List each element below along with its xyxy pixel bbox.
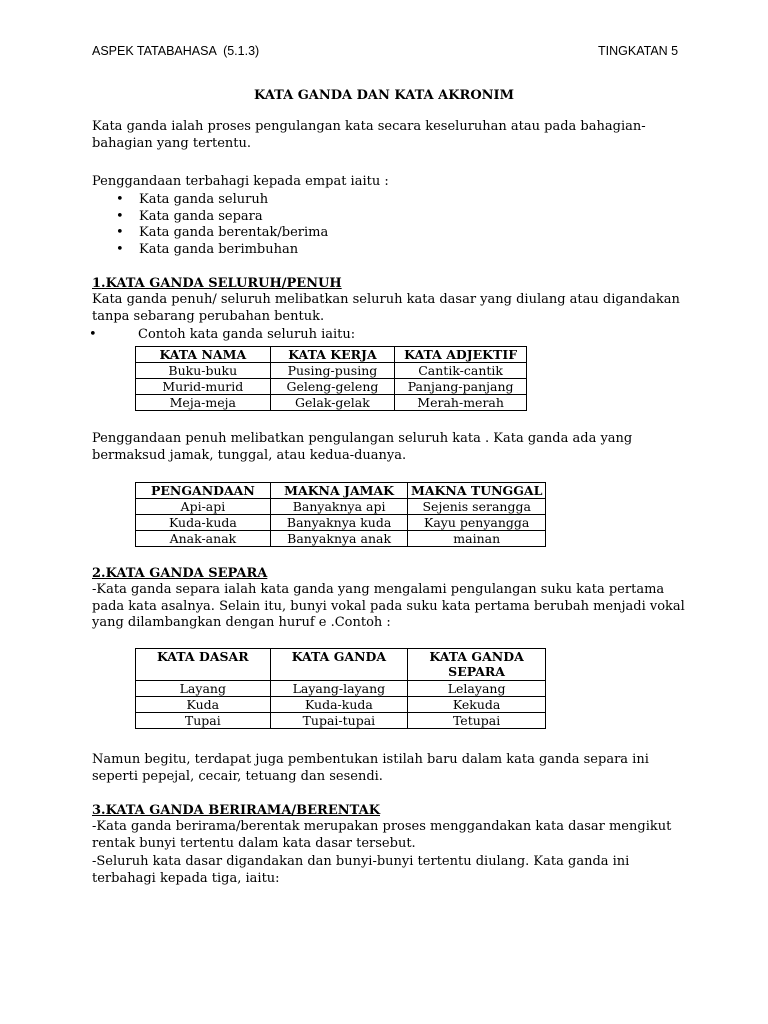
table-row [136, 697, 546, 713]
division-intro: Penggandaan terbahagi kepada empat iaitu : [92, 174, 389, 189]
table-cell: Kayu penyangga [408, 515, 546, 531]
table-cell: Murid-murid [136, 379, 271, 395]
list-item: • Kata ganda separa [116, 208, 263, 224]
table-cell: Lelayang [408, 681, 546, 697]
table-cell: Panjang-panjang [395, 379, 527, 395]
table-cell: Buku-buku [136, 363, 271, 379]
column-header: MAKNA TUNGGAL [408, 483, 546, 499]
table-row [136, 681, 546, 697]
table-cell: Api-api [136, 499, 271, 515]
bullet-icon: • [116, 192, 124, 207]
section1-text2: Penggandaan penuh melibatkan pengulangan seluruh kata . Kata ganda ada yang bermaksud jamak, tunggal, atau kedua-duanya. [92, 431, 633, 463]
table-row [136, 531, 546, 547]
table-cell: Banyaknya api [270, 499, 408, 515]
table-row [136, 363, 527, 379]
table-cell: Kekuda [408, 697, 546, 713]
section2-text: -Kata ganda separa ialah kata ganda yang mengalami pengulangan suku kata pertama pada kata asalnya. Selain itu, bunyi vokal pada suku kata pertama berubah menjadi vokal yang dilambangkan dengan huruf e .Contoh : [92, 582, 685, 630]
bullet-icon: • [116, 225, 124, 241]
table-cell: Tetupai [408, 713, 546, 729]
section3-heading: 3.KATA GANDA BERIRAMA/BERENTAK [92, 803, 380, 818]
table-cell: Merah-merah [395, 395, 527, 411]
table-row [136, 713, 546, 729]
table-penggandaan-makna [135, 482, 546, 547]
bullet-icon: • [116, 208, 124, 224]
intro-paragraph: Kata ganda ialah proses pengulangan kata secara keseluruhan atau pada bahagian-bahagian yang tertentu. [92, 119, 646, 151]
section2-text2: Namun begitu, terdapat juga pembentukan istilah baru dalam kata ganda separa ini seperti pepejal, cecair, tetuang dan sesendi. [92, 752, 649, 784]
table-row [136, 499, 546, 515]
table-cell: mainan [408, 531, 546, 547]
column-header: MAKNA JAMAK [270, 483, 408, 499]
section3-text: -Kata ganda berirama/berentak merupakan proses menggandakan kata dasar mengikut rentak bunyi tertentu dalam kata dasar tersebut. [92, 819, 672, 851]
table-cell: Layang [136, 681, 271, 697]
bullet-icon: • [89, 327, 97, 342]
table-row [136, 395, 527, 411]
table-cell: Meja-meja [136, 395, 271, 411]
example-label: Contoh kata ganda seluruh iaitu: [138, 327, 356, 342]
page-title: KATA GANDA DAN KATA AKRONIM [253, 88, 515, 103]
table-cell: Gelak-gelak [270, 395, 395, 411]
section3-text2: -Seluruh kata dasar digandakan dan bunyi-bunyi tertentu diulang. Kata ganda ini terbahagi kepada tiga, iaitu: [92, 854, 630, 886]
table-cell: Kuda-kuda [136, 515, 271, 531]
bullet-icon: • [116, 242, 124, 258]
list-item: • Kata ganda seluruh [116, 192, 269, 207]
list-item: • Kata ganda berentak/berima [116, 225, 329, 241]
section1-text: Kata ganda penuh/ seluruh melibatkan seluruh kata dasar yang diulang atau digandakan tanpa sebarang perubahan bentuk. [92, 292, 680, 324]
column-header: KATA ADJEKTIF [395, 347, 527, 363]
section1-heading: 1.KATA GANDA SELURUH/PENUH [92, 276, 342, 291]
list-item: • Kata ganda berimbuhan [116, 242, 299, 258]
table-kata-ganda-separa [135, 648, 546, 729]
table-cell: Tupai [136, 713, 271, 729]
table-cell: Tupai-tupai [270, 713, 408, 729]
table-cell: Cantik-cantik [395, 363, 527, 379]
column-header: KATA GANDA SEPARA [408, 649, 546, 681]
column-header: KATA KERJA [270, 347, 395, 363]
table-cell: Layang-layang [270, 681, 408, 697]
column-header: KATA DASAR [136, 649, 271, 681]
column-header: KATA NAMA [136, 347, 271, 363]
header-left: ASPEK TATABAHASA (5.1.3) [92, 44, 260, 58]
table-cell: Sejenis serangga [408, 499, 546, 515]
table-row [136, 379, 527, 395]
table-cell: Banyaknya anak [270, 531, 408, 547]
column-header: PENGANDAAN [136, 483, 271, 499]
table-cell: Kuda [136, 697, 271, 713]
table-row [136, 515, 546, 531]
header-right: TINGKATAN 5 [598, 44, 679, 58]
table-kata-ganda-seluruh [135, 346, 527, 411]
table-cell: Geleng-geleng [270, 379, 395, 395]
section2-heading: 2.KATA GANDA SEPARA [92, 566, 268, 581]
table-cell: Banyaknya kuda [270, 515, 408, 531]
table-cell: Pusing-pusing [270, 363, 395, 379]
table-cell: Anak-anak [136, 531, 271, 547]
column-header: KATA GANDA [270, 649, 408, 681]
table-cell: Kuda-kuda [270, 697, 408, 713]
types-list [92, 192, 692, 259]
